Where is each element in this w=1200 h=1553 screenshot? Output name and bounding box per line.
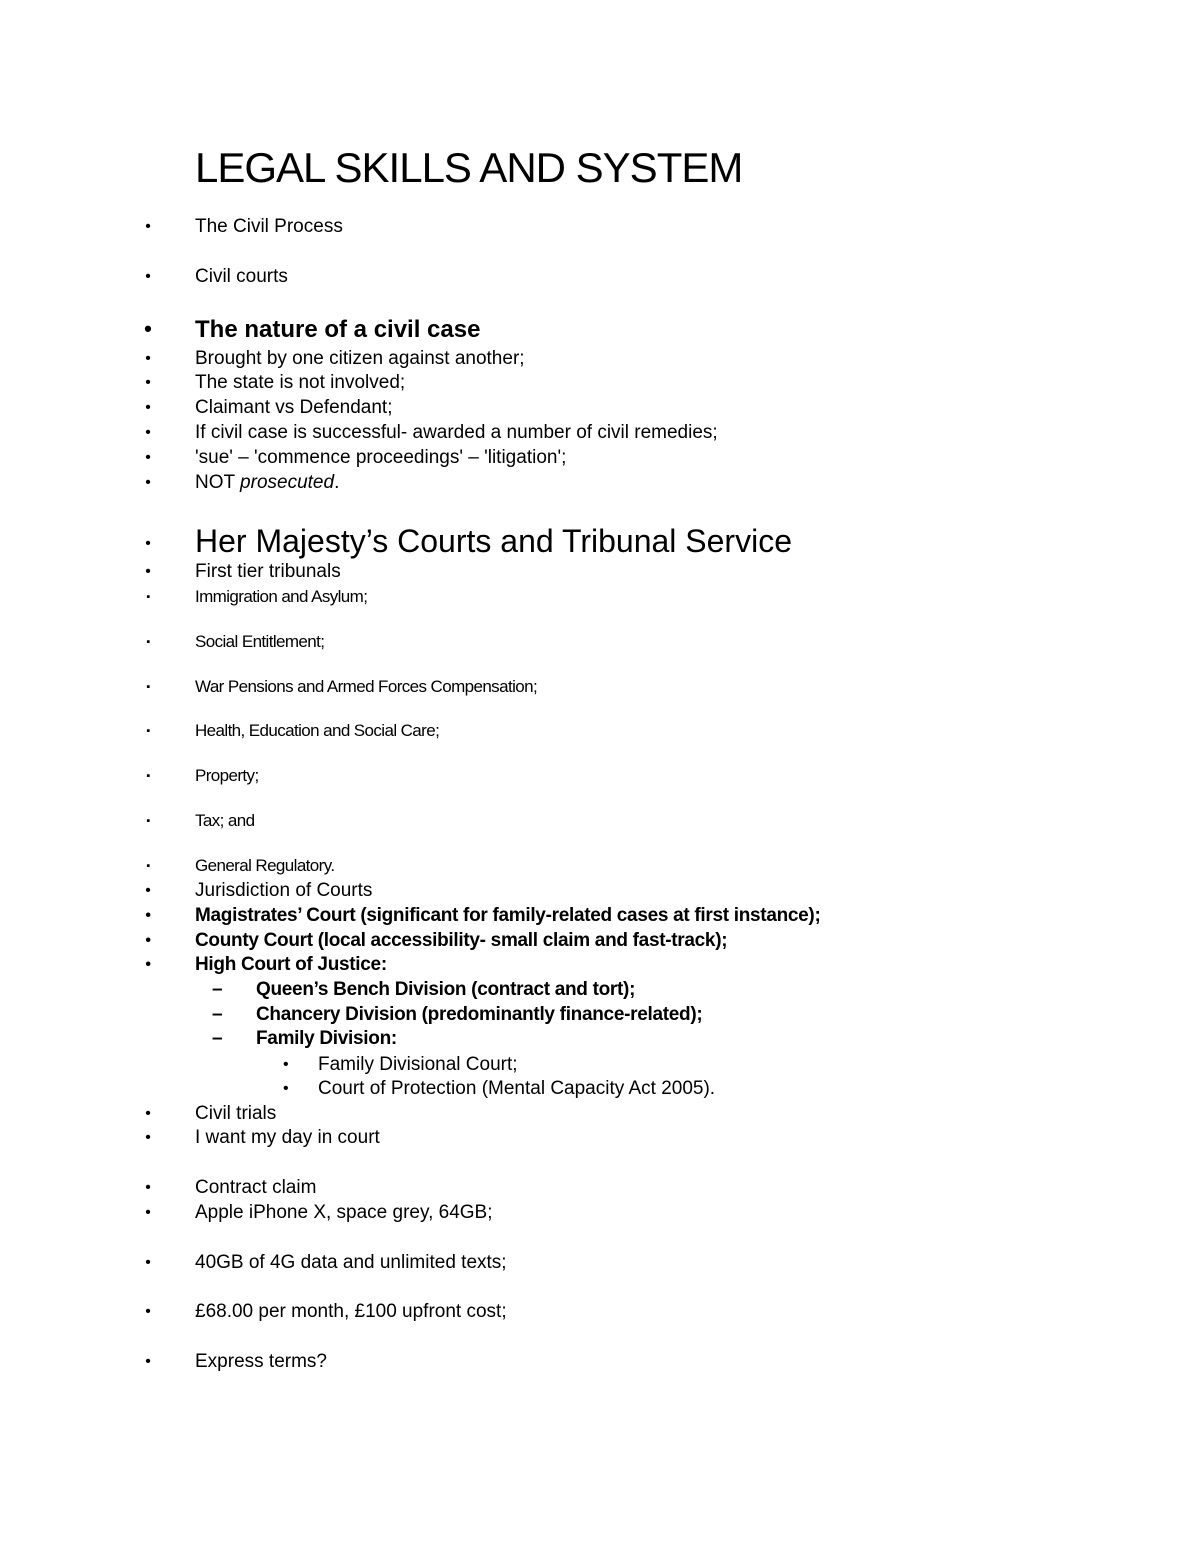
bullet-icon: •: [145, 1179, 151, 1196]
bullet-icon: •: [145, 1105, 151, 1122]
list-item-text: Civil courts: [195, 266, 288, 287]
bullet-icon: •: [145, 563, 151, 580]
bullet-icon: •: [145, 932, 151, 949]
bullet-icon: •: [145, 374, 151, 391]
dash-bullet-icon: –: [212, 979, 223, 1000]
square-bullet-icon: ▪: [146, 770, 150, 782]
sub-sub-list-item-text: Family Divisional Court;: [318, 1054, 518, 1075]
list-item-text: Contract claim: [195, 1177, 317, 1198]
list-item-text: The state is not involved;: [195, 372, 406, 393]
section-heading-text: Her Majesty’s Courts and Tribunal Service: [195, 523, 792, 559]
bullet-icon: •: [145, 535, 151, 552]
list-item-text: Social Entitlement;: [195, 632, 325, 651]
text-normal: .: [334, 472, 340, 493]
list-item-text: Jurisdiction of Courts: [195, 880, 373, 901]
bullet-icon: •: [283, 1080, 289, 1097]
bullet-icon: •: [145, 956, 151, 973]
list-item-text: [195, 472, 339, 495]
list-item-text: 'sue' – 'commence proceedings' – 'litigation';: [195, 447, 567, 468]
list-item-text: War Pensions and Armed Forces Compensation;: [195, 677, 538, 696]
document-title: LEGAL SKILLS AND SYSTEM: [195, 144, 743, 191]
bullet-icon: •: [145, 1303, 151, 1320]
section-heading-text: The nature of a civil case: [195, 316, 481, 343]
bullet-icon: •: [145, 268, 151, 285]
bullet-icon: •: [145, 1353, 151, 1370]
list-item-text: County Court (local accessibility- small claim and fast-track);: [195, 930, 728, 951]
list-item-text: Magistrates’ Court (significant for family-related cases at first instance);: [195, 905, 821, 926]
list-item-text: Brought by one citizen against another;: [195, 348, 525, 369]
text-italic: prosecuted: [240, 472, 335, 493]
list-item-text: Immigration and Asylum;: [195, 587, 368, 606]
square-bullet-icon: ▪: [146, 681, 150, 693]
bullet-icon: •: [145, 1254, 151, 1271]
list-item-text: Claimant vs Defendant;: [195, 397, 393, 418]
list-item-text: First tier tribunals: [195, 561, 341, 582]
square-bullet-icon: ▪: [146, 636, 150, 648]
list-item-text: General Regulatory.: [195, 856, 335, 875]
text-normal: NOT: [195, 472, 241, 493]
list-item-text: Express terms?: [195, 1351, 327, 1372]
sub-list-item-text: Chancery Division (predominantly finance-related);: [256, 1004, 703, 1025]
list-item-text: Tax; and: [195, 811, 255, 830]
sub-list-item-text: Queen’s Bench Division (contract and tort);: [256, 979, 636, 1000]
list-item-text: If civil case is successful- awarded a number of civil remedies;: [195, 422, 718, 443]
list-item-text: £68.00 per month, £100 upfront cost;: [195, 1301, 507, 1322]
list-item-text: 40GB of 4G data and unlimited texts;: [195, 1252, 507, 1273]
square-bullet-icon: ▪: [146, 591, 150, 603]
bullet-icon: •: [145, 218, 151, 235]
list-item-text: I want my day in court: [195, 1127, 380, 1148]
bullet-icon: •: [145, 399, 151, 416]
sub-sub-list-item-text: Court of Protection (Mental Capacity Act 2005).: [318, 1078, 716, 1099]
square-bullet-icon: ▪: [146, 815, 150, 827]
list-item-text: The Civil Process: [195, 216, 343, 237]
square-bullet-icon: ▪: [146, 725, 150, 737]
bullet-icon: •: [145, 424, 151, 441]
bullet-icon: •: [145, 882, 151, 899]
list-item-text: Apple iPhone X, space grey, 64GB;: [195, 1202, 493, 1223]
bullet-icon: •: [145, 350, 151, 367]
bullet-icon: •: [144, 316, 152, 341]
sub-list-item-text: Family Division:: [256, 1028, 397, 1049]
bullet-icon: •: [145, 1129, 151, 1146]
bullet-icon: •: [145, 474, 151, 491]
dash-bullet-icon: –: [212, 1004, 223, 1025]
list-item-text: High Court of Justice:: [195, 954, 387, 975]
list-item-text: Property;: [195, 766, 259, 785]
bullet-icon: •: [283, 1056, 289, 1073]
bullet-icon: •: [145, 1204, 151, 1221]
list-item-text: Health, Education and Social Care;: [195, 721, 440, 740]
list-item-text: Civil trials: [195, 1103, 277, 1124]
bullet-icon: •: [145, 907, 151, 924]
dash-bullet-icon: –: [212, 1028, 223, 1049]
bullet-icon: •: [145, 449, 151, 466]
square-bullet-icon: ▪: [146, 860, 150, 872]
